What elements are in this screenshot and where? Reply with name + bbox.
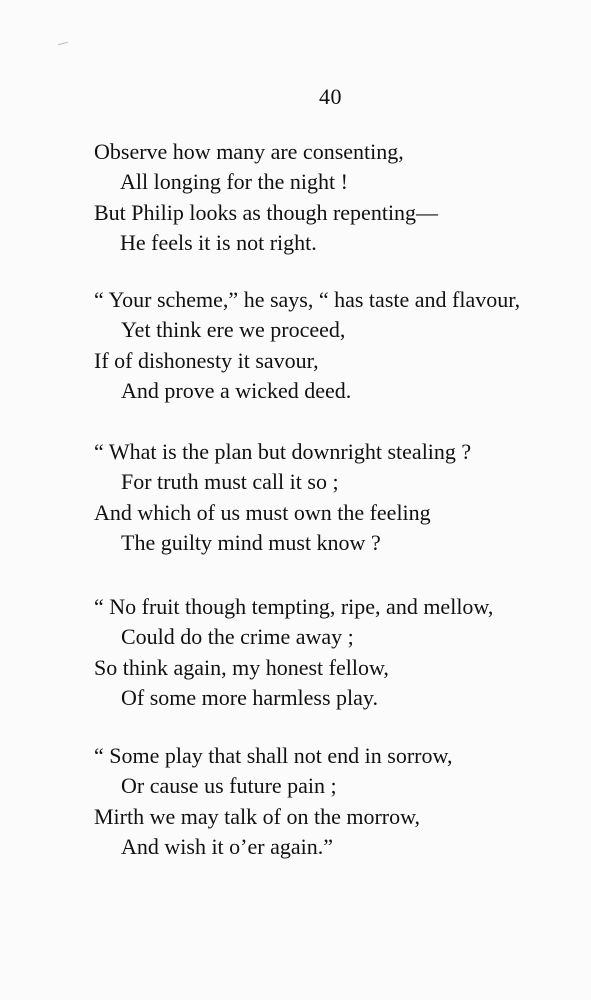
poem-line: The guilty mind must know ? <box>121 530 381 555</box>
poem-line: For truth must call it so ; <box>121 469 339 494</box>
page-number: 40 <box>319 84 342 109</box>
poem-line: If of dishonesty it savour, <box>94 348 319 373</box>
poem-line: And prove a wicked deed. <box>121 378 352 403</box>
poem-line: Observe how many are consenting, <box>94 139 404 164</box>
poem-line: All longing for the night ! <box>120 169 348 194</box>
poem-line: And which of us must own the feeling <box>94 500 431 525</box>
poem-line: And wish it o’er again.” <box>121 834 333 859</box>
poem-line: “ Some play that shall not end in sorrow, <box>94 743 453 768</box>
margin-mark <box>58 42 68 46</box>
poem-line: Yet think ere we proceed, <box>121 317 346 342</box>
poem-line: “ No fruit though tempting, ripe, and mellow, <box>94 594 494 619</box>
poem-line: Or cause us future pain ; <box>121 773 337 798</box>
poem-line: “ Your scheme,” he says, “ has taste and flavour, <box>94 287 521 312</box>
poem-line: So think again, my honest fellow, <box>94 655 389 680</box>
poem-line: Of some more harmless play. <box>121 685 379 710</box>
poem-line: Mirth we may talk of on the morrow, <box>94 804 421 829</box>
poem-line: “ What is the plan but downright stealing ? <box>94 439 472 464</box>
poem-line: Could do the crime away ; <box>121 624 354 649</box>
poem-line: But Philip looks as though repenting— <box>94 200 439 225</box>
poem-line: He feels it is not right. <box>120 230 317 255</box>
